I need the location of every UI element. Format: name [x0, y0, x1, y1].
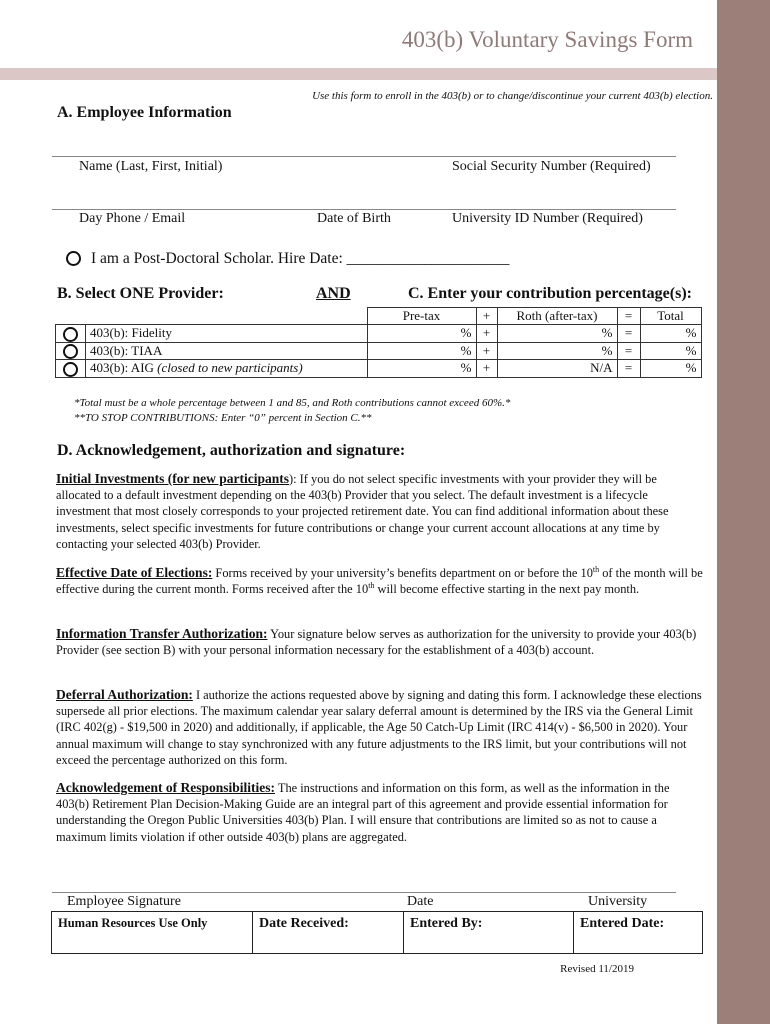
roth-input[interactable]: % — [497, 325, 617, 343]
effective-date-text-c: will become effective starting in the next pay month. — [374, 582, 640, 597]
provider-tiaa-label: 403(b): TIAA — [86, 342, 368, 360]
provider-aig-label: 403(b): AIG — [90, 360, 158, 376]
total-input[interactable]: % — [640, 325, 701, 343]
deferral-text: I authorize the actions requested above by signing and dating this form. I acknowledge these elections supersede all prior elections. The maximum calendar year salary deferral amount is determined by the IRS via the General Limit (IRC 402(g) - $19,500 in 2020) and additionally, if applicable, the Age 50 Catch-Up Limit (IRC 414(v) - $6,500 in 2020). Your annual maximum will change to stay synchronized with any future adjustments to the IRS limit, but your contributions will not exceed the percentage authorized on this form. — [56, 688, 702, 767]
table-header-row — [56, 308, 702, 325]
postdoc-radio[interactable] — [66, 251, 81, 266]
plus-sign: + — [476, 342, 497, 360]
fidelity-radio[interactable] — [63, 327, 78, 342]
superscript-th: th — [592, 564, 600, 574]
provider-aig-cell — [86, 360, 368, 378]
provider-aig-note: (closed to new participants) — [157, 360, 303, 376]
section-a-heading: A. Employee Information — [57, 104, 232, 121]
roth-header: Roth (after-tax) — [497, 308, 617, 325]
responsibilities-paragraph — [56, 780, 704, 845]
equals-header: = — [617, 308, 640, 325]
equals-sign: = — [617, 342, 640, 360]
form-title: 403(b) Voluntary Savings Form — [401, 27, 693, 52]
phone-line[interactable] — [52, 209, 676, 210]
name-label: Name (Last, First, Initial) — [79, 159, 223, 174]
total-input[interactable]: % — [640, 342, 701, 360]
table-row — [56, 360, 702, 378]
superscript-th: th — [368, 581, 375, 591]
effective-date-text-a: Forms received by your university’s benefits department on or before the 10 — [212, 566, 593, 580]
employee-signature-label: Employee Signature — [67, 894, 181, 909]
pretax-input[interactable]: % — [367, 325, 476, 343]
deferral-paragraph — [56, 687, 704, 768]
total-note: *Total must be a whole percentage between 1 and 85, and Roth contributions cannot exceed 60%.* — [74, 397, 511, 409]
effective-date-paragraph — [56, 565, 704, 597]
section-d-heading: D. Acknowledgement, authorization and signature: — [57, 442, 406, 459]
effective-date-text-b: of the month will be effective during the current month. Forms received after the 10 — [56, 566, 703, 597]
roth-input[interactable]: % — [497, 342, 617, 360]
roth-na: N/A — [497, 360, 617, 378]
header-band — [0, 68, 717, 80]
date-label: Date — [407, 894, 434, 909]
and-label: AND — [316, 285, 351, 302]
entered-by-field[interactable]: Entered By: — [404, 912, 574, 954]
name-line[interactable] — [52, 156, 676, 157]
info-transfer-heading: Information Transfer Authorization: — [56, 626, 268, 641]
date-received-field[interactable]: Date Received: — [253, 912, 404, 954]
provider-contribution-grid — [55, 307, 702, 378]
postdoc-label: I am a Post-Doctoral Scholar. Hire Date: _____________________ — [91, 250, 510, 267]
table-row — [56, 342, 702, 360]
hr-title: Human Resources Use Only — [52, 912, 253, 954]
form-intro: Use this form to enroll in the 403(b) or to change/discontinue your current 403(b) election. — [312, 90, 713, 102]
pretax-header: Pre-tax — [367, 308, 476, 325]
equals-sign: = — [617, 325, 640, 343]
effective-date-heading: Effective Date of Elections: — [56, 565, 213, 580]
dob-label: Date of Birth — [317, 211, 391, 226]
aig-radio[interactable] — [63, 362, 78, 377]
entered-date-field[interactable]: Entered Date: — [574, 912, 703, 954]
provider-fidelity-label: 403(b): Fidelity — [86, 325, 368, 343]
responsibilities-text: The instructions and information on this form, as well as the information in the 403(b) Retirement Plan Decision-Making Guide are an integral part of this agreement and provide essential information for understanding the Oregon Public Universities 403(b) Plan. I will ensure that contributions are limited so as not to cause a maximum limits violation if other outside 403(b) plans are aggregated. — [56, 781, 670, 844]
equals-sign: = — [617, 360, 640, 378]
stop-note: **TO STOP CONTRIBUTIONS: Enter “0” percent in Section C.** — [74, 412, 372, 424]
side-accent-bar — [717, 0, 770, 1024]
section-c-heading: C. Enter your contribution percentage(s): — [408, 285, 692, 302]
total-header: Total — [640, 308, 701, 325]
initial-investments-text: ): If you do not select specific investments with your provider they will be allocated to a default investment depending on the 403(b) Provider that you select. The default investment is a lifecycle investment that most closely corresponds to your projected retirement date. You can find additional information about these investments, select specific investments for future contributions or change your current account allocations at any time by contacting your selected 403(b) Provider. — [56, 472, 669, 551]
plus-sign: + — [476, 360, 497, 378]
university-label: University — [588, 894, 648, 909]
plus-header: + — [476, 308, 497, 325]
info-transfer-text: Your signature below serves as authorization for the university to provide your 403(b) Provider (see section B) with your personal information necessary for the establishment of a 403(b) account. — [56, 627, 697, 658]
signature-line[interactable] — [52, 892, 676, 893]
initial-investments-paragraph — [56, 471, 704, 552]
section-b-heading: B. Select ONE Provider: — [57, 285, 224, 302]
total-input[interactable]: % — [640, 360, 701, 378]
hr-use-table — [51, 911, 703, 954]
info-transfer-paragraph — [56, 626, 704, 658]
responsibilities-heading: Acknowledgement of Responsibilities: — [56, 780, 275, 795]
revision-date: Revised 11/2019 — [560, 963, 634, 975]
tiaa-radio[interactable] — [63, 344, 78, 359]
deferral-heading: Deferral Authorization: — [56, 687, 193, 702]
hr-row — [52, 912, 703, 954]
pretax-input[interactable]: % — [367, 360, 476, 378]
uid-label: University ID Number (Required) — [452, 211, 643, 226]
table-row — [56, 325, 702, 343]
pretax-input[interactable]: % — [367, 342, 476, 360]
plus-sign: + — [476, 325, 497, 343]
ssn-label: Social Security Number (Required) — [452, 159, 651, 174]
phone-label: Day Phone / Email — [79, 211, 186, 226]
initial-investments-heading: Initial Investments (for new participants — [56, 471, 290, 486]
